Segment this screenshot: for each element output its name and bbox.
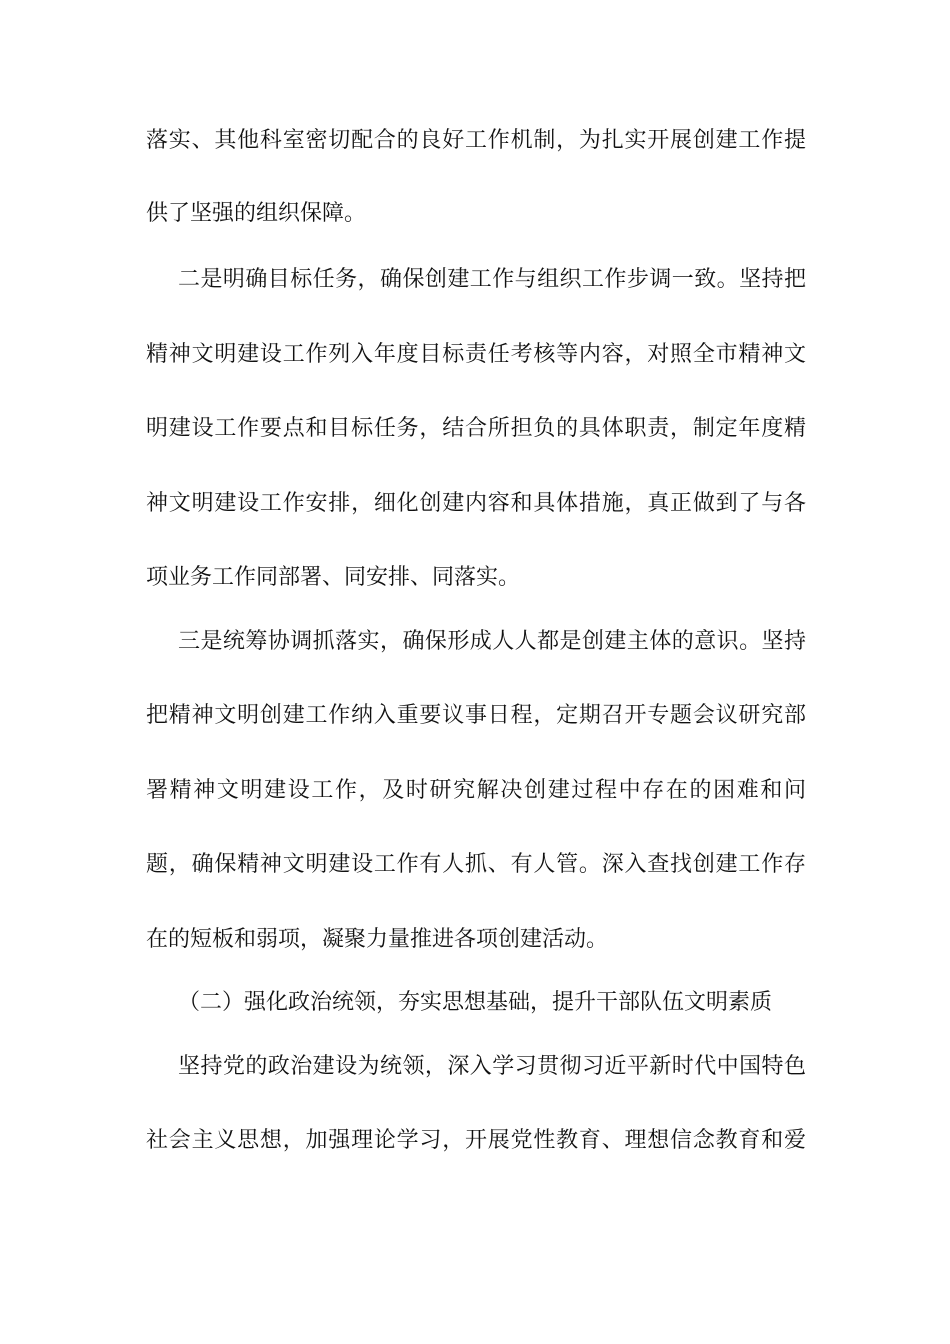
paragraph-line: 题，确保精神文明建设工作有人抓、有人管。深入查找创建工作存 bbox=[146, 852, 806, 877]
paragraph-line: 项业务工作同部署、同安排、同落实。 bbox=[146, 565, 521, 590]
paragraph-line: 三是统筹协调抓落实，确保形成人人都是创建主体的意识。坚持 bbox=[178, 629, 806, 654]
paragraph-line: 神文明建设工作安排，细化创建内容和具体措施，真正做到了与各 bbox=[146, 491, 806, 516]
section-heading: （二）强化政治统领，夯实思想基础，提升干部队伍文明素质 bbox=[178, 990, 773, 1015]
paragraph-line: 明建设工作要点和目标任务，结合所担负的具体职责，制定年度精 bbox=[146, 416, 806, 441]
paragraph-line: 署精神文明建设工作，及时研究解决创建过程中存在的困难和问 bbox=[146, 778, 806, 803]
paragraph-line: 供了坚强的组织保障。 bbox=[146, 201, 367, 226]
paragraph-line: 二是明确目标任务，确保创建工作与组织工作步调一致。坚持把 bbox=[178, 267, 806, 292]
paragraph-line: 落实、其他科室密切配合的良好工作机制，为扎实开展创建工作提 bbox=[146, 128, 806, 153]
paragraph-line: 社会主义思想，加强理论学习，开展党性教育、理想信念教育和爱 bbox=[146, 1128, 806, 1153]
paragraph-line: 坚持党的政治建设为统领，深入学习贯彻习近平新时代中国特色 bbox=[178, 1054, 806, 1079]
paragraph-line: 把精神文明创建工作纳入重要议事日程，定期召开专题会议研究部 bbox=[146, 703, 806, 728]
paragraph-line: 在的短板和弱项，凝聚力量推进各项创建活动。 bbox=[146, 927, 609, 952]
paragraph-line: 精神文明建设工作列入年度目标责任考核等内容，对照全市精神文 bbox=[146, 342, 806, 367]
